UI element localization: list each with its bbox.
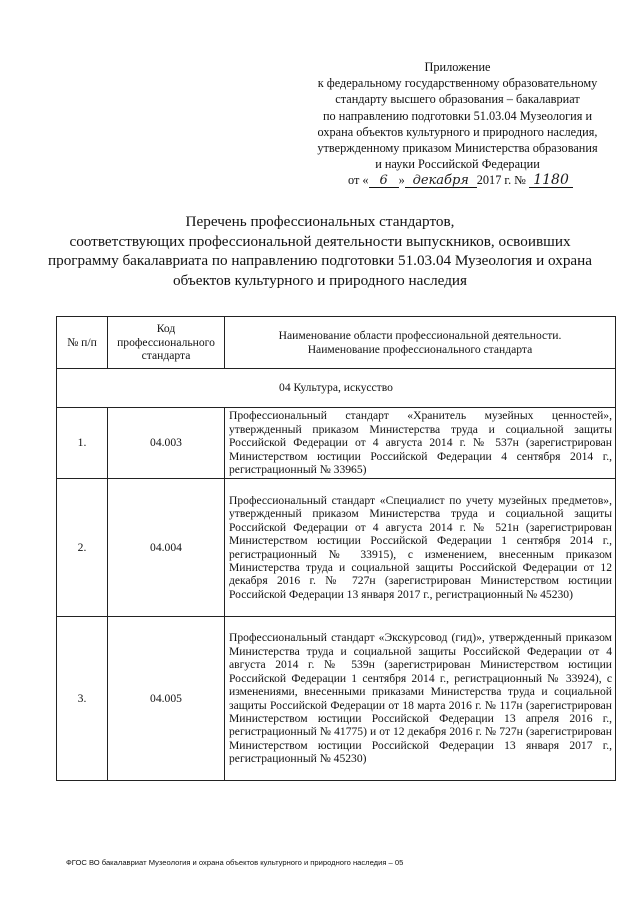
appendix-line: к федеральному государственному образовательному <box>317 76 598 91</box>
page-footer: ФГОС ВО бакалавриат Музеология и охрана объектов культурного и природного наследия – 05 <box>66 858 404 867</box>
row-code: 04.005 <box>108 617 225 781</box>
header-code: Код профессионального стандарта <box>108 317 225 369</box>
table-header-row <box>57 317 616 369</box>
row-text: Профессиональный стандарт «Экскурсовод (гид)», утвержденный приказом Министерства труда и социальной защиты Российской Федерации от 4 августа 2014 г. № 539н (зарегистрирован Министерством юстиции Российской Федерации 1 сентября 2014 г., регистрационный № 33924), с изменениями, внесенными приказами Министерства труда и социальной защиты Российской Федерации от 18 марта 2016 г. № 117н (зарегистрирован Министерством юстиции Российской Федерации 13 апреля 2016 г., регистрационный № 41775) и от 12 декабря 2016 г. № 727н (зарегистрирован Министерством юстиции Российской Федерации 13 января 2017 г., регистрационный № 45230) <box>225 617 616 781</box>
date-day: 6 <box>369 174 399 188</box>
order-date-line <box>300 172 615 188</box>
row-code: 04.004 <box>108 479 225 617</box>
header-num: № п/п <box>57 317 108 369</box>
appendix-line: Приложение <box>424 60 491 74</box>
row-text: Профессиональный стандарт «Специалист по учету музейных предметов», утвержденный приказом Министерства труда и социальной защиты Российской Федерации от 4 августа 2014 г. № 521н (зарегистрирован Министерством юстиции Российской Федерации 1 сентября 2014 г., регистрационный № 33915), с изменением, внесенным приказом Министерства труда и социальной защиты Российской Федерации от 12 декабря 2016 г. № 727н (зарегистрирован Министерством юстиции Российской Федерации 13 января 2017 г., регистрационный № 45230) <box>225 479 616 617</box>
row-code: 04.003 <box>108 408 225 479</box>
row-num: 1. <box>57 408 108 479</box>
appendix-line: утвержденному приказом Министерства образования <box>317 141 598 156</box>
title-line: соответствующих профессиональной деятельности выпускников, освоивших <box>69 232 571 250</box>
date-prefix: от « <box>348 173 369 188</box>
row-num: 3. <box>57 617 108 781</box>
table-row <box>57 408 616 479</box>
appendix-line: охрана объектов культурного и природного наследия, <box>317 124 598 139</box>
row-num: 2. <box>57 479 108 617</box>
table-row <box>57 617 616 781</box>
appendix-line: по направлению подготовки 51.03.04 Музеология и <box>322 108 593 123</box>
date-mid: » <box>398 173 405 188</box>
title-line: программу бакалавриата по направлению подготовки 51.03.04 Музеология и охрана <box>47 252 593 269</box>
order-number: 1180 <box>529 174 573 188</box>
header-name: Наименование области профессиональной деятельности. Наименование профессионального стандарта <box>225 317 616 369</box>
standards-table <box>56 316 616 781</box>
title-line: объектов культурного и природного наследия <box>172 271 468 289</box>
date-month: декабря <box>405 174 477 188</box>
section-row <box>57 369 616 408</box>
date-year: 2017 г. № <box>476 173 526 188</box>
appendix-line: стандарту высшего образования – бакалавриат <box>335 92 580 107</box>
title-line: Перечень профессиональных стандартов, <box>185 213 455 230</box>
appendix-block <box>300 59 615 189</box>
section-label: 04 Культура, искусство <box>57 369 616 408</box>
table-row <box>57 479 616 617</box>
document-title <box>40 212 600 290</box>
appendix-line: и науки Российской Федерации <box>375 157 540 172</box>
row-text: Профессиональный стандарт «Хранитель музейных ценностей», утвержденный приказом Министерства труда и социальной защиты Российской Федерации от 4 августа 2014 г. № 537н (зарегистрирован Министерством юстиции Российской Федерации 4 сентября 2014 г., регистрационный № 33965) <box>225 408 616 479</box>
